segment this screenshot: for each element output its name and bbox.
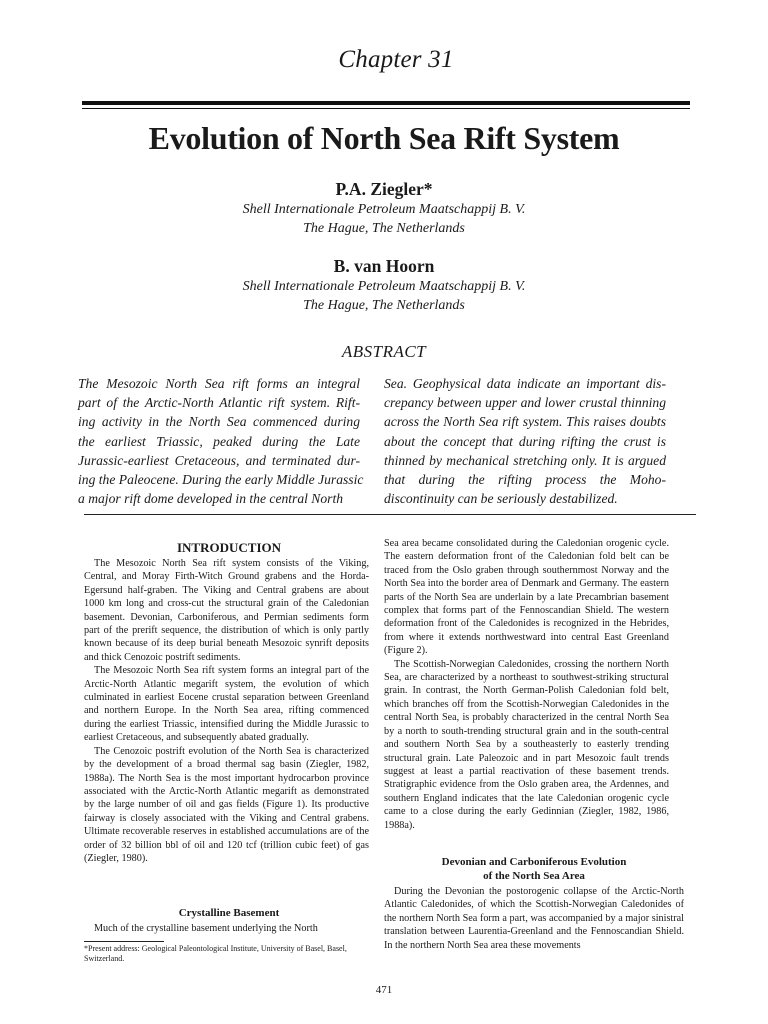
abstract-line: part of the Arctic-North Atlantic rift system. Rift- <box>78 395 360 411</box>
author-affiliation: Shell Internationale Petroleum Maatschappij B. V. <box>242 202 526 217</box>
abstract-line: the earliest Triassic, peaked during the Late <box>78 433 360 449</box>
introduction-heading: INTRODUCTION <box>176 540 281 555</box>
author-affiliation: Shell Internationale Petroleum Maatschappij B. V. <box>242 279 526 294</box>
abstract-line: a major rift dome developed in the central North <box>78 491 344 507</box>
abstract-separator-rule <box>84 514 696 515</box>
abstract-left-column <box>78 374 364 508</box>
author-block-1 <box>0 178 768 238</box>
abstract-line: Sea. Geophysical data indicate an important dis- <box>384 376 666 391</box>
body-paragraph: The Mesozoic North Sea rift system forms an integral part of the Arctic-North Atlantic megarift system, the evolution of which culminated in earliest Eocene crustal separation between Greenland and northern Europe. In the North Sea area, rifting commenced during the earliest Triassic, intensified during the Middle Jurassic to earliest Cretaceous, and subsequently abated gradually. <box>84 665 369 744</box>
body-paragraph: Sea area became consolidated during the Caledonian orogenic cycle. The eastern deformation front of the Caledonian fold belt can be traced from the Oslo graben through southernmost Norway and the North Sea into the border area of Denmark and Germany. The eastern parts of the North Sea are underlain by a late Precambrian basement complex that forms part of the Fennoscandian Shield. The western deformation front of the Caledonides is recognized in the Hebrides, from where it extends northwestward into central East Greenland (Figure 2). <box>384 538 669 657</box>
body-paragraph: The Cenozoic postrift evolution of the North Sea is characterized by the development of a broad thermal sag basin (Ziegler, 1982, 1988a). The North Sea is the most important hydrocarbon province associated with the Arctic-North Atlantic megarift as demonstrated by the large number of oil and gas fields (Figure 1). Its productive fairway is closely associated with the Viking and Central grabens. Ultimate recoverable reserves in established accumulations are of the order of 32 billion bbl of oil and 120 tcf (trillion cubic feet) of gas (Ziegler, 1980). <box>84 745 369 864</box>
chapter-text: Chapter 31 <box>338 46 454 73</box>
body-paragraph: The Mesozoic North Sea rift system consists of the Viking, Central, and Moray Firth-Witch Ground grabens and the Horda-Egersund half-graben. The Viking and Central grabens are about 1000 km long and cross-cut the structural grain of the Caledonian basement. Devonian, Carboniferous, and Permian sediments form part of the prerift sequence, the distribution of which is only partly known because of its deep burial beneath Mesozoic synrift deposits and thick Cenozoic postrift sediments. <box>84 558 369 663</box>
body-left-column <box>84 557 369 865</box>
abstract-line: that during the rifting process the Moho- <box>384 472 666 488</box>
author-name: B. van Hoorn <box>333 256 435 276</box>
devonian-heading-line: of the North Sea Area <box>483 870 585 882</box>
author-name: P.A. Ziegler* <box>335 179 433 199</box>
abstract-line: thinned by mechanical stretching only. It is argued <box>384 452 666 468</box>
page-number: 471 <box>375 984 393 996</box>
abstract-line: crepancy between upper and lower crustal thinning <box>384 395 666 411</box>
abstract-line: ing activity in the North Sea commenced during <box>78 414 360 430</box>
abstract-line: ing the Paleocene. During the early Middle Jurassic <box>78 472 364 488</box>
devonian-heading <box>384 855 684 883</box>
abstract-line: The Mesozoic North Sea rift forms an integral <box>78 376 360 391</box>
devonian-body <box>384 885 684 952</box>
abstract-right-column <box>384 374 666 508</box>
abstract-line: discontinuity can be seriously destabilized. <box>384 491 618 507</box>
header-rule-thick <box>82 101 690 105</box>
author-location: The Hague, The Netherlands <box>303 221 465 236</box>
crystalline-basement-heading: Crystalline Basement <box>178 907 280 919</box>
abstract-line: across the North Sea rift system. This raises doubts <box>384 414 666 430</box>
body-paragraph: Much of the crystalline basement underlying the North <box>94 923 318 934</box>
abstract-heading: ABSTRACT <box>341 342 427 361</box>
footnote: *Present address: Geological Paleontological Institute, University of Basel, Basel, Switzerland. <box>84 944 347 963</box>
header-rule-thin <box>82 108 690 109</box>
body-right-column <box>384 537 669 832</box>
author-block-2 <box>0 255 768 315</box>
footnote-rule <box>84 941 164 942</box>
body-paragraph: During the Devonian the postorogenic collapse of the Arctic-North Atlantic Caledonides, of which the Scottish-Norwegian Caledonides of the northern North Sea form a part, was accompanied by a major sinistral translation between Laurentia-Greenland and the Fennoscandian Shield. In the northern North Sea area these movements <box>384 886 684 951</box>
author-location: The Hague, The Netherlands <box>303 298 465 313</box>
chapter-label <box>0 46 768 74</box>
abstract-line: about the concept that during rifting the crust is <box>384 433 666 449</box>
paper-title: Evolution of North Sea Rift System <box>148 120 620 156</box>
body-paragraph: The Scottish-Norwegian Caledonides, crossing the northern North Sea, are characterized by a northeast to southwest-striking structural grain. In contrast, the North German-Polish Caledonian fold belt, which branches off from the Scottish-Norwegian Caledonides in the central North Sea, is probably characterized in the central North Sea by a north to south-trending structural grain and in the south-central and southern North Sea by a southeasterly to easterly trending structural grain. Late Paleozoic and in part Mesozoic fault trends suggest at least a partial reactivation of these basement trends. Stratigraphic evidence from the Oslo graben area, the Ardennes, and southern England indicates that the late Caledonian orogenic cycle came to a close during the early Gedinnian (Ziegler, 1982, 1986, 1988a). <box>384 658 669 831</box>
devonian-heading-line: Devonian and Carboniferous Evolution <box>441 856 627 868</box>
abstract-line: Jurassic-earliest Cretaceous, and terminated dur- <box>78 452 360 468</box>
